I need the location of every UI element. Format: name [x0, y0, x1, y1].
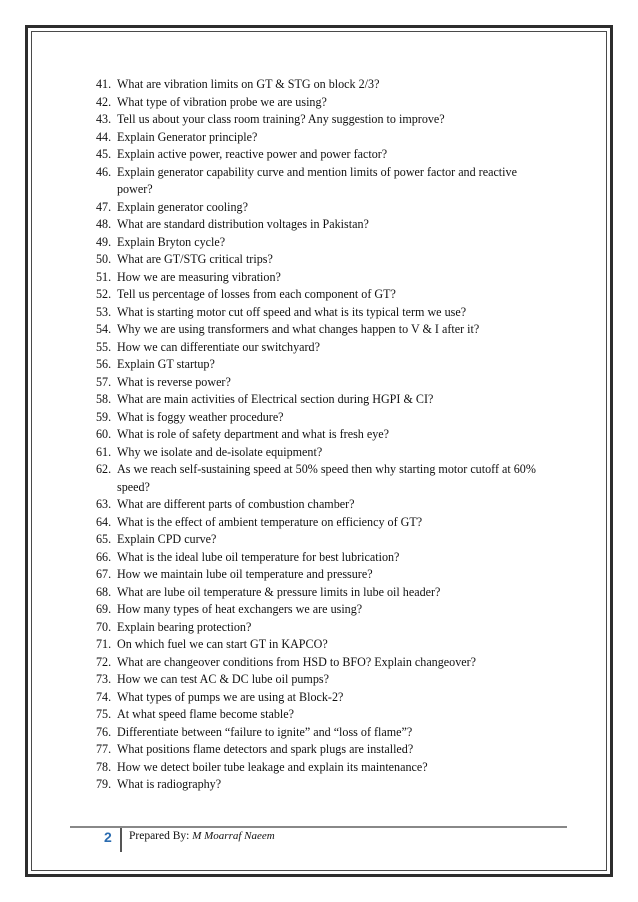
question-text: What type of vibration probe we are using?	[117, 94, 327, 109]
question-text: Explain active power, reactive power and power factor?	[117, 147, 388, 161]
question-item	[96, 741, 536, 759]
question-item	[96, 321, 536, 339]
question-number: 72.	[96, 654, 112, 669]
footer-prepared-by	[129, 830, 275, 842]
question-number: 78.	[96, 759, 112, 774]
question-item	[96, 566, 536, 584]
page-number: 2	[104, 829, 112, 845]
question-item	[96, 269, 536, 287]
question-item	[96, 94, 536, 112]
question-text: What is foggy weather procedure?	[117, 409, 284, 424]
question-number: 70.	[96, 619, 112, 634]
question-number: 56.	[96, 357, 112, 371]
question-text: What are standard distribution voltages in Pakistan?	[117, 217, 369, 231]
question-number: 51.	[96, 269, 112, 284]
question-item	[96, 531, 536, 549]
author-name: M Moarraf Naeem	[192, 830, 275, 842]
question-number: 65.	[96, 532, 112, 546]
question-text: As we reach self-sustaining speed at 50% speed then why starting motor cutoff at 60% speed?	[117, 462, 536, 494]
question-text: Why we are using transformers and what changes happen to V & I after it?	[117, 322, 480, 336]
question-text: Explain generator cooling?	[117, 199, 248, 214]
question-number: 57.	[96, 374, 112, 389]
question-number: 41.	[96, 77, 112, 91]
question-number: 71.	[96, 637, 112, 651]
question-text: On which fuel we can start GT in KAPCO?	[117, 637, 328, 651]
question-item	[96, 146, 536, 164]
question-item	[96, 304, 536, 322]
question-number: 63.	[96, 497, 112, 511]
question-item	[96, 584, 536, 602]
question-text: What are lube oil temperature & pressure limits in lube oil header?	[117, 584, 441, 599]
question-number: 74.	[96, 689, 112, 704]
question-text: Differentiate between “failure to ignite” and “loss of flame”?	[117, 724, 413, 739]
question-number: 67.	[96, 567, 112, 581]
question-number: 76.	[96, 724, 112, 739]
question-number: 60.	[96, 427, 112, 441]
question-item	[96, 199, 536, 217]
question-item	[96, 251, 536, 269]
question-text: Explain CPD curve?	[117, 532, 217, 546]
question-item	[96, 514, 536, 532]
question-item	[96, 461, 536, 496]
question-list	[96, 76, 536, 794]
question-item	[96, 339, 536, 357]
question-item	[96, 286, 536, 304]
question-item	[96, 356, 536, 374]
question-item	[96, 619, 536, 637]
question-text: Explain generator capability curve and mention limits of power factor and reactive power?	[117, 164, 517, 196]
question-text: What are GT/STG critical trips?	[117, 252, 273, 266]
prepared-by-label: Prepared By:	[129, 830, 193, 842]
question-text: What types of pumps we are using at Block-2?	[117, 689, 344, 704]
question-text: How we are measuring vibration?	[117, 269, 281, 284]
question-number: 43.	[96, 112, 112, 126]
question-number: 75.	[96, 707, 112, 721]
question-text: What are changeover conditions from HSD to BFO? Explain changeover?	[117, 654, 477, 669]
question-item	[96, 409, 536, 427]
question-number: 50.	[96, 252, 112, 266]
question-text: How many types of heat exchangers we are using?	[117, 602, 363, 616]
question-text: How we detect boiler tube leakage and explain its maintenance?	[117, 759, 428, 774]
question-number: 73.	[96, 672, 112, 686]
question-number: 48.	[96, 217, 112, 231]
question-item	[96, 706, 536, 724]
question-text: What is the ideal lube oil temperature for best lubrication?	[117, 549, 400, 564]
question-text: Tell us about your class room training? Any suggestion to improve?	[117, 112, 445, 126]
footer-rule	[70, 826, 567, 828]
question-text: Tell us percentage of losses from each component of GT?	[117, 287, 396, 301]
question-text: What is role of safety department and what is fresh eye?	[117, 427, 390, 441]
question-text: What is the effect of ambient temperature on efficiency of GT?	[117, 514, 423, 529]
question-item	[96, 601, 536, 619]
footer-separator	[120, 828, 122, 852]
question-item	[96, 654, 536, 672]
question-text: What is reverse power?	[117, 374, 231, 389]
question-text: Explain Bryton cycle?	[117, 234, 226, 249]
question-number: 44.	[96, 129, 112, 144]
question-number: 62.	[96, 462, 112, 476]
question-item	[96, 759, 536, 777]
question-number: 77.	[96, 742, 112, 756]
question-item	[96, 496, 536, 514]
question-item	[96, 164, 536, 199]
question-text: What is radiography?	[117, 777, 222, 791]
question-text: What are vibration limits on GT & STG on block 2/3?	[117, 77, 380, 91]
question-text: At what speed flame become stable?	[117, 707, 294, 721]
question-number: 54.	[96, 322, 112, 336]
question-text: What are different parts of combustion chamber?	[117, 497, 355, 511]
question-text: Why we isolate and de-isolate equipment?	[117, 444, 323, 459]
question-item	[96, 216, 536, 234]
question-item	[96, 234, 536, 252]
question-number: 55.	[96, 339, 112, 354]
question-number: 49.	[96, 234, 112, 249]
question-number: 45.	[96, 147, 112, 161]
question-number: 79.	[96, 777, 112, 791]
question-item	[96, 129, 536, 147]
question-number: 64.	[96, 514, 112, 529]
question-number: 47.	[96, 199, 112, 214]
question-number: 68.	[96, 584, 112, 599]
question-text: What is starting motor cut off speed and what is its typical term we use?	[117, 304, 467, 319]
question-text: Explain bearing protection?	[117, 619, 252, 634]
question-number: 46.	[96, 164, 112, 179]
question-item	[96, 374, 536, 392]
question-item	[96, 76, 536, 94]
question-item	[96, 549, 536, 567]
question-item	[96, 426, 536, 444]
question-item	[96, 111, 536, 129]
question-item	[96, 776, 536, 794]
question-number: 69.	[96, 602, 112, 616]
question-number: 59.	[96, 409, 112, 424]
question-text: How we can differentiate our switchyard?	[117, 339, 320, 354]
question-number: 53.	[96, 304, 112, 319]
question-number: 42.	[96, 94, 112, 109]
question-number: 52.	[96, 287, 112, 301]
question-item	[96, 391, 536, 409]
question-text: Explain GT startup?	[117, 357, 215, 371]
question-item	[96, 671, 536, 689]
question-item	[96, 636, 536, 654]
question-text: Explain Generator principle?	[117, 129, 258, 144]
question-number: 58.	[96, 392, 112, 406]
question-item	[96, 724, 536, 742]
question-text: How we maintain lube oil temperature and pressure?	[117, 567, 373, 581]
question-text: How we can test AC & DC lube oil pumps?	[117, 672, 329, 686]
question-item	[96, 444, 536, 462]
question-text: What positions flame detectors and spark plugs are installed?	[117, 742, 414, 756]
question-number: 61.	[96, 444, 112, 459]
question-number: 66.	[96, 549, 112, 564]
question-text: What are main activities of Electrical section during HGPI & CI?	[117, 392, 434, 406]
question-item	[96, 689, 536, 707]
